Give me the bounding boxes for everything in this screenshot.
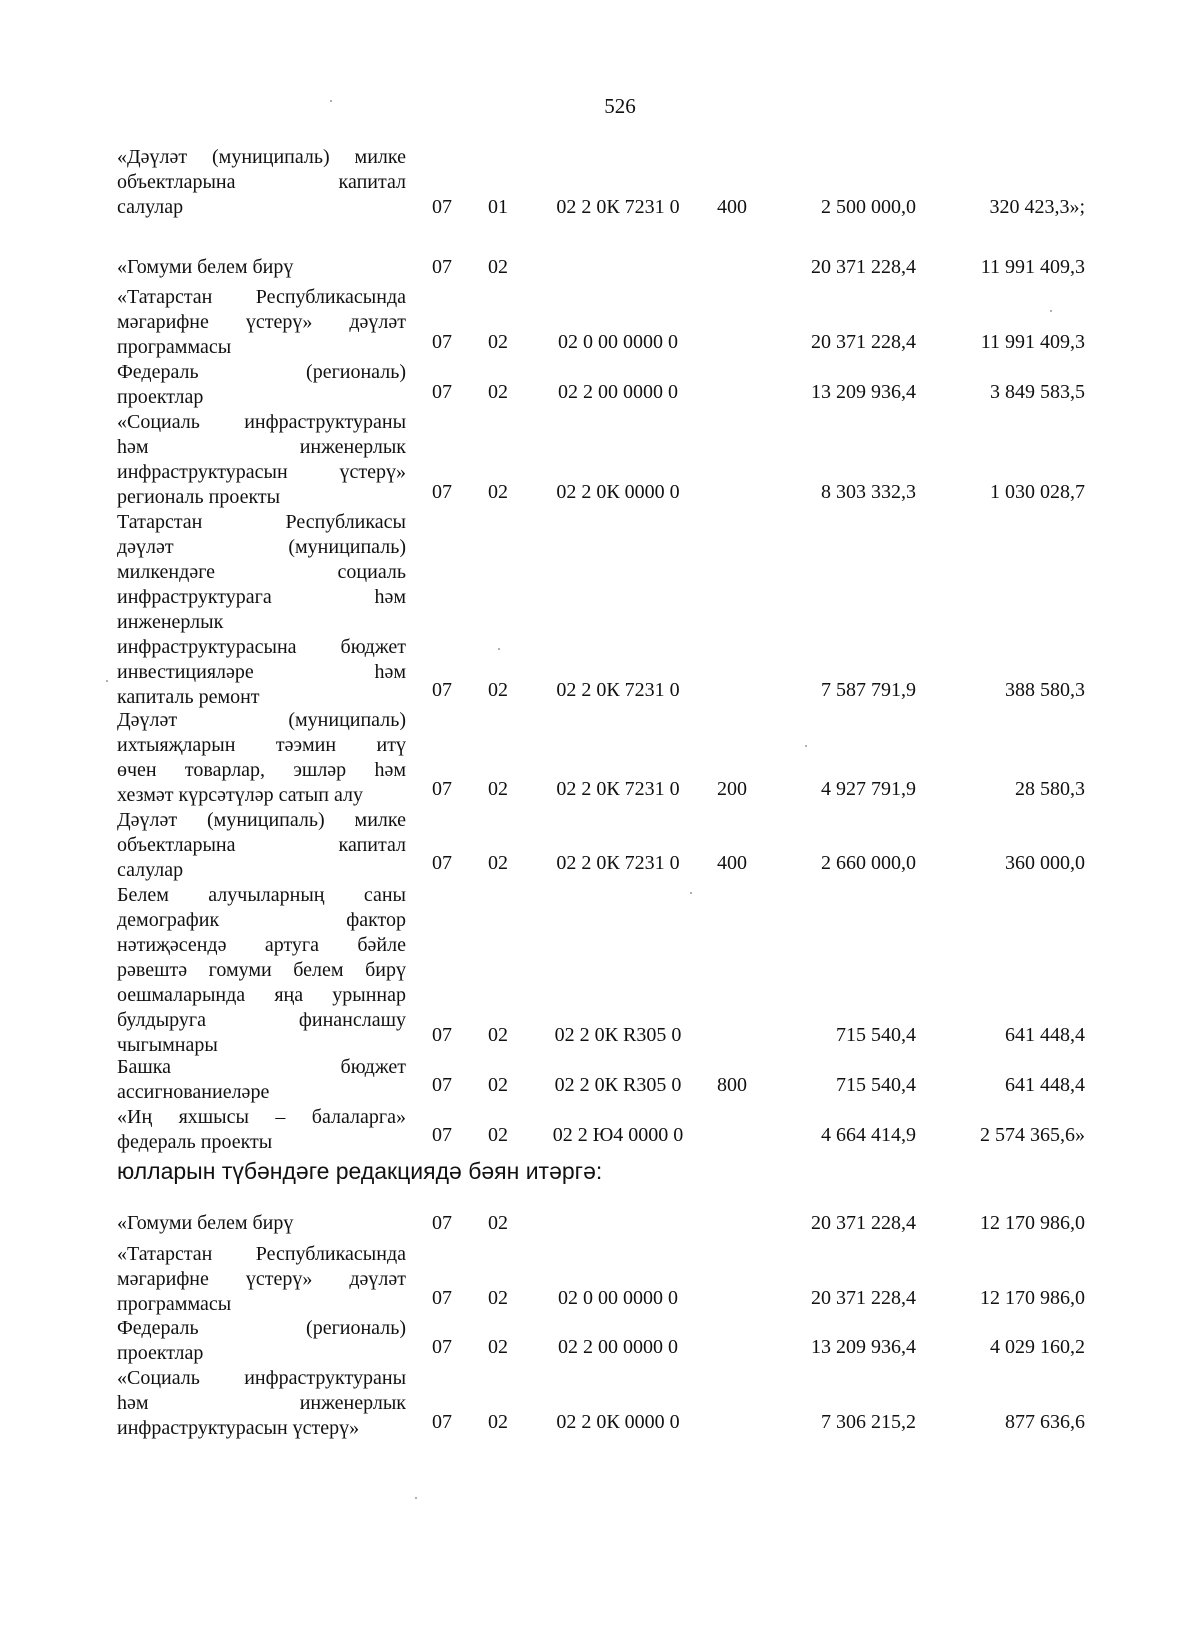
amount-year-1: 20 371 228,4 xyxy=(811,1212,916,1234)
row-description-line: Дәүләт (муниципаль) милке xyxy=(117,809,406,831)
subsection-code: 02 xyxy=(488,852,508,874)
row-description-line: Федераль (региональ) xyxy=(117,1317,406,1339)
subsection-code: 02 xyxy=(488,679,508,701)
row-description-line: «Иң яхшысы – балаларга» xyxy=(117,1106,406,1128)
target-article-code: 02 2 00 0000 0 xyxy=(558,381,678,403)
row-description-line: «Татарстан Республикасында xyxy=(117,286,406,308)
target-article-code: 02 2 0К R305 0 xyxy=(554,1024,682,1046)
row-description-line: инфраструктурага һәм xyxy=(117,586,406,608)
target-article-code: 02 0 00 0000 0 xyxy=(558,331,678,353)
row-description-line: мәгарифне үстерү» дәүләт xyxy=(117,1268,406,1290)
subsection-code: 02 xyxy=(488,381,508,403)
subsection-code: 01 xyxy=(488,196,508,218)
section-code: 07 xyxy=(432,852,452,874)
scan-speck xyxy=(106,680,108,682)
target-article-code: 02 2 0К 0000 0 xyxy=(556,481,680,503)
section-code: 07 xyxy=(432,1024,452,1046)
amount-year-2: 641 448,4 xyxy=(1005,1074,1085,1096)
section-code: 07 xyxy=(432,256,452,278)
amount-year-1: 7 587 791,9 xyxy=(821,679,916,701)
row-description-line: Башка бюджет xyxy=(117,1056,406,1078)
expense-type-code: 400 xyxy=(717,196,747,218)
subsection-code: 02 xyxy=(488,256,508,278)
section-code: 07 xyxy=(432,778,452,800)
amount-year-2: 360 000,0 xyxy=(1005,852,1085,874)
subsection-code: 02 xyxy=(488,1024,508,1046)
row-description-line: «Гомуми белем бирү xyxy=(117,256,294,278)
section-code: 07 xyxy=(432,481,452,503)
amount-year-2: 320 423,3»; xyxy=(989,196,1085,218)
row-description-line: федераль проекты xyxy=(117,1131,273,1153)
row-description-line: хезмәт күрсәтүләр сатып алу xyxy=(117,784,363,806)
row-description-line: «Социаль инфраструктураны xyxy=(117,411,406,433)
row-description-line: объектларына капитал xyxy=(117,834,406,856)
row-description-line: һәм инженерлык xyxy=(117,1392,406,1414)
row-description-line: өчен товарлар, эшләр һәм xyxy=(117,759,406,781)
row-description-line: «Татарстан Республикасында xyxy=(117,1243,406,1265)
row-description-line: Федераль (региональ) xyxy=(117,361,406,383)
scan-speck xyxy=(690,892,692,894)
row-description-line: капиталь ремонт xyxy=(117,686,260,708)
scan-speck xyxy=(1050,310,1052,312)
row-description-line: «Дәүләт (муниципаль) милке xyxy=(117,146,406,168)
row-description-line: демографик фактор xyxy=(117,909,406,931)
amount-year-1: 20 371 228,4 xyxy=(811,1287,916,1309)
scan-speck xyxy=(330,100,332,102)
amount-year-1: 2 500 000,0 xyxy=(821,196,916,218)
row-description-line: программасы xyxy=(117,336,232,358)
row-description-line: оешмаларында яңа урыннар xyxy=(117,984,406,1006)
row-description-line: булдыруга финанслашу xyxy=(117,1009,406,1031)
target-article-code: 02 2 0К R305 0 xyxy=(554,1074,682,1096)
row-description-line: инвестицияләре һәм xyxy=(117,661,406,683)
amount-year-2: 388 580,3 xyxy=(1005,679,1085,701)
target-article-code: 02 2 0К 7231 0 xyxy=(556,196,680,218)
amount-year-2: 641 448,4 xyxy=(1005,1024,1085,1046)
row-description-line: рәвештә гомуми белем бирү xyxy=(117,959,406,981)
scan-speck xyxy=(415,1497,417,1499)
row-description-line: инфраструктурасын үстерү» xyxy=(117,1417,360,1439)
row-description-line: чыгымнары xyxy=(117,1034,218,1056)
section-code: 07 xyxy=(432,196,452,218)
row-description-line: проектлар xyxy=(117,386,204,408)
row-description-line: ихтыяҗларын тәэмин итү xyxy=(117,734,406,756)
subsection-code: 02 xyxy=(488,1074,508,1096)
subsection-code: 02 xyxy=(488,331,508,353)
amount-year-2: 2 574 365,6» xyxy=(980,1124,1085,1146)
row-description-line: Белем алучыларның саны xyxy=(117,884,406,906)
row-description-line: Татарстан Республикасы xyxy=(117,511,406,533)
amount-year-1: 4 927 791,9 xyxy=(821,778,916,800)
subsection-code: 02 xyxy=(488,1411,508,1433)
target-article-code: 02 2 0К 7231 0 xyxy=(556,778,680,800)
section-code: 07 xyxy=(432,679,452,701)
row-description-line: милкендәге социаль xyxy=(117,561,406,583)
row-description-line: инфраструктурасына бюджет xyxy=(117,636,406,658)
expense-type-code: 800 xyxy=(717,1074,747,1096)
section-code: 07 xyxy=(432,1287,452,1309)
amount-year-2: 11 991 409,3 xyxy=(980,331,1085,353)
scan-speck xyxy=(498,648,500,650)
row-description-line: салулар xyxy=(117,859,184,881)
subsection-code: 02 xyxy=(488,481,508,503)
amount-year-2: 12 170 986,0 xyxy=(980,1212,1085,1234)
target-article-code: 02 2 0К 7231 0 xyxy=(556,852,680,874)
section-code: 07 xyxy=(432,1411,452,1433)
section-code: 07 xyxy=(432,1212,452,1234)
target-article-code: 02 2 0К 7231 0 xyxy=(556,679,680,701)
page-number: 526 xyxy=(604,94,636,118)
amount-year-2: 11 991 409,3 xyxy=(980,256,1085,278)
section-code: 07 xyxy=(432,1336,452,1358)
amount-year-2: 28 580,3 xyxy=(1015,778,1085,800)
row-description-line: инфраструктурасын үстерү» xyxy=(117,461,406,483)
amount-year-1: 20 371 228,4 xyxy=(811,256,916,278)
row-description-line: региональ проекты xyxy=(117,486,281,508)
amount-year-2: 1 030 028,7 xyxy=(990,481,1085,503)
row-description-line: Дәүләт (муниципаль) xyxy=(117,709,406,731)
subsection-code: 02 xyxy=(488,1124,508,1146)
row-description-line: салулар xyxy=(117,196,184,218)
replace-phrase: юлларын түбәндәге редакциядә бәян итәргә: xyxy=(117,1158,603,1184)
subsection-code: 02 xyxy=(488,1336,508,1358)
subsection-code: 02 xyxy=(488,778,508,800)
row-description-line: мәгарифне үстерү» дәүләт xyxy=(117,311,406,333)
target-article-code: 02 2 Ю4 0000 0 xyxy=(552,1124,684,1146)
subsection-code: 02 xyxy=(488,1287,508,1309)
row-description-line: нәтиҗәсендә артуга бәйле xyxy=(117,934,406,956)
amount-year-2: 3 849 583,5 xyxy=(990,381,1085,403)
section-code: 07 xyxy=(432,1124,452,1146)
section-code: 07 xyxy=(432,331,452,353)
row-description-line: проектлар xyxy=(117,1342,204,1364)
amount-year-1: 715 540,4 xyxy=(836,1074,916,1096)
section-code: 07 xyxy=(432,381,452,403)
amount-year-1: 13 209 936,4 xyxy=(811,381,916,403)
expense-type-code: 400 xyxy=(717,852,747,874)
row-description-line: ассигнованиеләре xyxy=(117,1081,270,1103)
amount-year-2: 12 170 986,0 xyxy=(980,1287,1085,1309)
amount-year-1: 8 303 332,3 xyxy=(821,481,916,503)
row-description-line: объектларына капитал xyxy=(117,171,406,193)
amount-year-1: 2 660 000,0 xyxy=(821,852,916,874)
section-code: 07 xyxy=(432,1074,452,1096)
row-description-line: инженерлык xyxy=(117,611,224,633)
target-article-code: 02 0 00 0000 0 xyxy=(558,1287,678,1309)
amount-year-1: 715 540,4 xyxy=(836,1024,916,1046)
target-article-code: 02 2 00 0000 0 xyxy=(558,1336,678,1358)
expense-type-code: 200 xyxy=(717,778,747,800)
scan-speck xyxy=(805,745,807,747)
amount-year-2: 4 029 160,2 xyxy=(990,1336,1085,1358)
target-article-code: 02 2 0К 0000 0 xyxy=(556,1411,680,1433)
row-description-line: «Социаль инфраструктураны xyxy=(117,1367,406,1389)
amount-year-1: 7 306 215,2 xyxy=(821,1411,916,1433)
amount-year-1: 13 209 936,4 xyxy=(811,1336,916,1358)
row-description-line: дәүләт (муниципаль) xyxy=(117,536,406,558)
row-description-line: программасы xyxy=(117,1293,232,1315)
amount-year-2: 877 636,6 xyxy=(1005,1411,1085,1433)
subsection-code: 02 xyxy=(488,1212,508,1234)
amount-year-1: 20 371 228,4 xyxy=(811,331,916,353)
row-description-line: «Гомуми белем бирү xyxy=(117,1212,294,1234)
row-description-line: һәм инженерлык xyxy=(117,436,406,458)
amount-year-1: 4 664 414,9 xyxy=(821,1124,916,1146)
